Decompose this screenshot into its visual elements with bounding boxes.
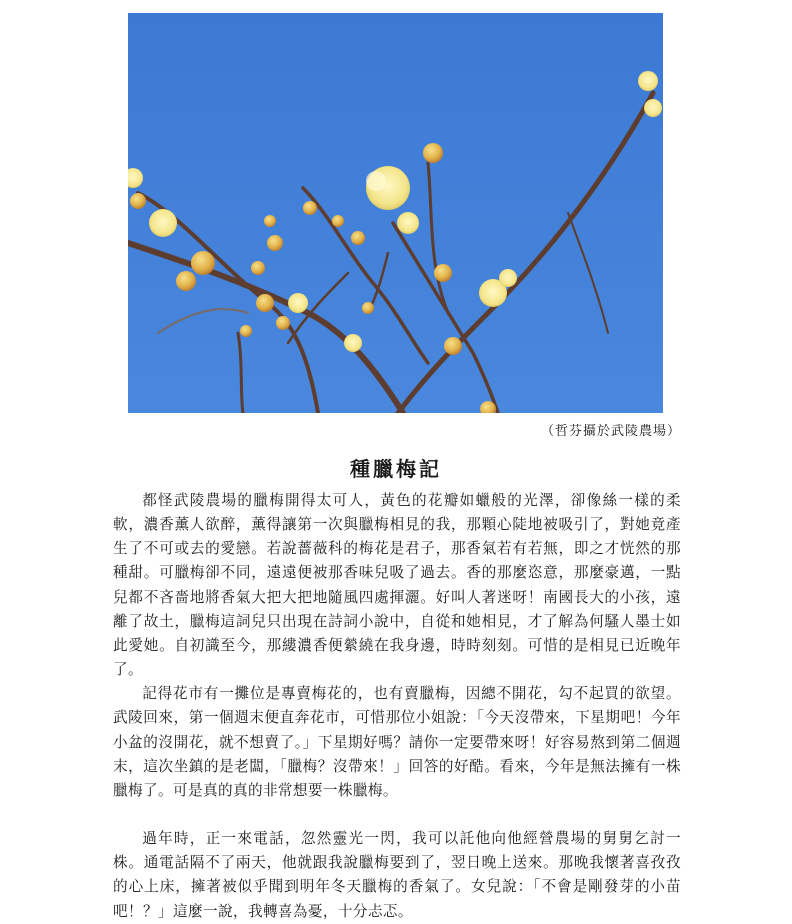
wintersweet-photo (128, 13, 663, 413)
article-title: 種臘梅記 (350, 457, 442, 481)
paragraph: 記得花市有一攤位是專賣梅花的，也有賣臘梅，因總不開花，勾不起買的欲望。武陵回來，第一個週末便直奔花市，可惜那位小姐說：「今天沒帶來，下星期吧！今年小盆的沒開花，就不想賣了。」下星期好嗎？請你一定要帶來呀！好容易熬到第二個週末，這次坐鎮的是老闆，「臘梅？沒帶來！」回答的好酷。看來，今年是無法擁有一株臘梅了。可是真的真的非常想要一株臘梅。 (113, 685, 681, 799)
paragraph: 都怪武陵農場的臘梅開得太可人，黃色的花瓣如蠟般的光澤，卻像絲一樣的柔軟，濃香薰人欲醉，薰得讓第一次與臘梅相見的我，那顆心陡地被吸引了，對她竟產生了不可或去的愛戀。若說薔薇科的梅花是君子，那香氣若有若無，即之才恍然的那種甜。可臘梅卻不同，遠遠便被那香味兒吸了過去。香的那麼恣意，那麼豪邁，一點兒都不吝嗇地將香氣大把大把地隨風四處揮灑。好叫人著迷呀！南國長大的小孩，遠離了故土，臘梅這詞兒只出現在詩詞小說中，自從和她相見，才了解為何騷人墨士如此愛她。自初識至今，那縷濃香便縈繞在我身邊，時時刻刻。可惜的是相見已近晚年了。 (113, 492, 681, 679)
paragraph: 過年時，正一來電話，忽然靈光一閃，我可以託他向他經營農場的舅舅乞討一株。通電話隔不了兩天，他就跟我說臘梅要到了，翌日晚上送來。那晚我懷著喜孜孜的心上床，擁著被似乎聞到明年冬天臘梅的香氣了。女兒說：「不會是剛發芽的小苗吧！？」這麼一說，我轉喜為憂，十分忐忑。 (113, 830, 681, 920)
photo-caption: （哲芬攝於武陵農場） (540, 424, 681, 439)
article-body (113, 489, 681, 924)
wintersweet-flowers-photo (128, 13, 663, 413)
